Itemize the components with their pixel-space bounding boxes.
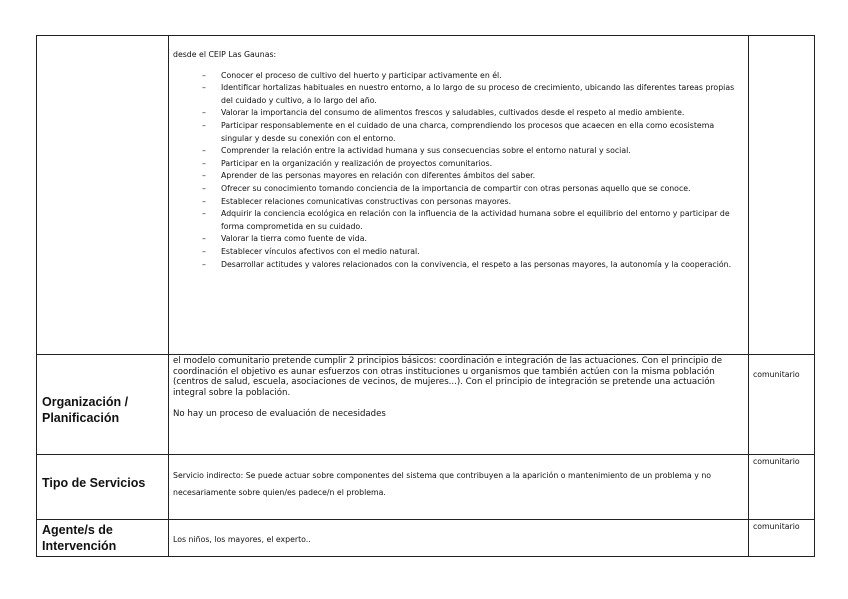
tipo-servicios-side: comunitario — [753, 457, 800, 466]
objectives-list — [173, 70, 744, 272]
empty-label-cell — [37, 36, 169, 355]
table-row-organizacion — [37, 355, 815, 455]
table-row-objectives — [37, 36, 815, 355]
objective-item: – Comprender la relación entre la actividad humana y sus consecuencias sobre el entorno natural y social. — [221, 145, 744, 158]
objective-item: – Aprender de las personas mayores en relación con diferentes ámbitos del saber. — [221, 170, 744, 183]
organizacion-note: No hay un proceso de evaluación de necesidades — [173, 409, 386, 420]
table-row-agentes — [37, 520, 815, 557]
organizacion-text: el modelo comunitario pretende cumplir 2 principios básicos: coordinación e integración de las actuaciones. Con el principio de coordinación el objetivo es aunar esfuerzos con otras instituciones u organismos que también actúen con la misma población (centros de salud, escuela, asociaciones de vecinos, de mujeres...). Con el principio de integración se pretende una actuación integral sobre la población. — [173, 356, 723, 398]
agentes-text: Los niños, los mayores, el experto.. — [173, 535, 311, 544]
agentes-label-cell — [37, 520, 169, 557]
objective-item: – Establecer vínculos afectivos con el medio natural. — [221, 246, 744, 259]
tipo-servicios-label: Tipo de Servicios — [42, 476, 146, 490]
objective-item: – Conocer el proceso de cultivo del huerto y participar activamente en él. — [221, 70, 744, 83]
objective-item: – Valorar la importancia del consumo de alimentos frescos y saludables, cultivados desde el respeto al medio ambiente. — [221, 107, 744, 120]
objective-item: – Desarrollar actitudes y valores relacionados con la convivencia, el respeto a las personas mayores, la autonomía y la cooperación. — [221, 259, 744, 272]
tipo-servicios-text: Servicio indirecto: Se puede actuar sobre componentes del sistema que contribuyen a la aparición o mantenimiento de un problema y no necesariamente sobre quien/es padece/n el problema. — [173, 471, 712, 497]
agentes-label: Agente/s de Intervención — [42, 523, 117, 553]
objectives-intro: desde el CEIP Las Gaunas: — [173, 50, 277, 59]
tipo-servicios-label-cell — [37, 455, 169, 520]
objective-item: – Identificar hortalizas habituales en nuestro entorno, a lo largo de su proceso de crecimiento, ubicando las diferentes tareas propias del cuidado y cultivo, a lo largo del año. — [221, 82, 744, 107]
organizacion-side: comunitario — [753, 370, 800, 379]
organizacion-text-cell — [169, 355, 749, 455]
content-table — [36, 35, 815, 557]
objectives-cell — [169, 36, 749, 355]
agentes-side-cell — [749, 520, 815, 557]
empty-side-cell — [749, 36, 815, 355]
tipo-servicios-side-cell — [749, 455, 815, 520]
organizacion-label: Organización / Planificación — [42, 395, 129, 425]
table-row-tipo-servicios — [37, 455, 815, 520]
agentes-side: comunitario — [753, 522, 800, 531]
objective-item: – Participar responsablemente en el cuidado de una charca, comprendiendo los procesos que acaecen en ella como ecosistema singular y desde su conexión con el entorno. — [221, 120, 744, 145]
agentes-text-cell — [169, 520, 749, 557]
objective-item: – Ofrecer su conocimiento tomando conciencia de la importancia de compartir con otras personas aquello que se conoce. — [221, 183, 744, 196]
organizacion-label-cell — [37, 355, 169, 455]
objective-item: – Valorar la tierra como fuente de vida. — [221, 233, 744, 246]
objective-item: – Participar en la organización y realización de proyectos comunitarios. — [221, 158, 744, 171]
organizacion-side-cell — [749, 355, 815, 455]
objective-item: – Establecer relaciones comunicativas constructivas con personas mayores. — [221, 196, 744, 209]
tipo-servicios-text-cell — [169, 455, 749, 520]
objective-item: – Adquirir la conciencia ecológica en relación con la influencia de la actividad humana sobre el equilibrio del entorno y participar de forma comprometida en su cuidado. — [221, 208, 744, 233]
